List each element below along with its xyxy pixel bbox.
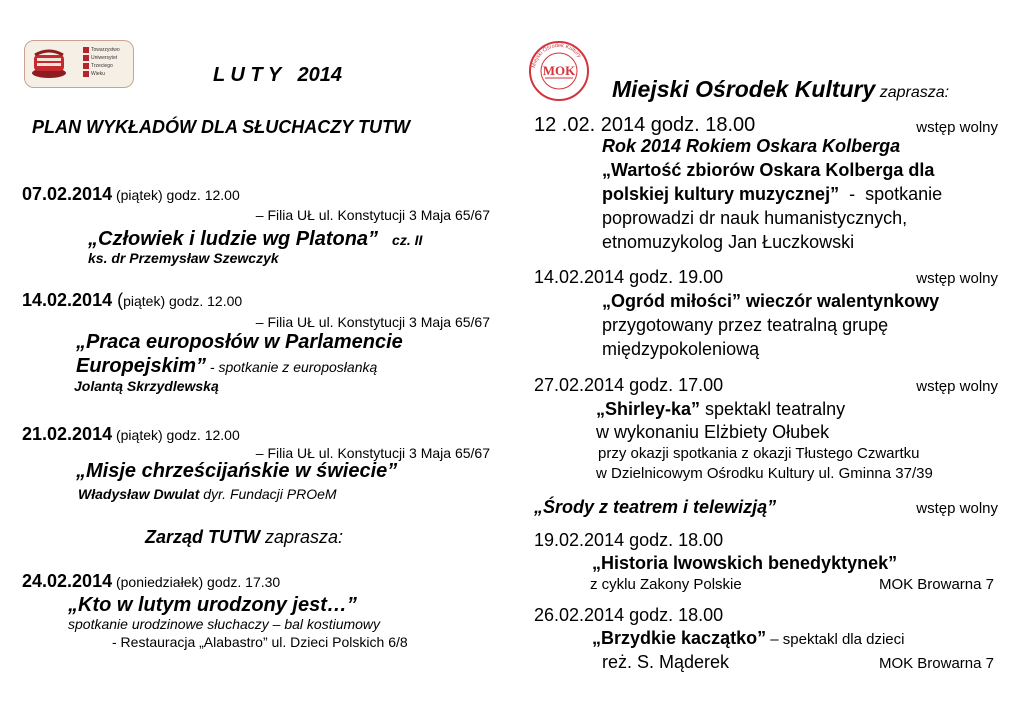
event-4-place: MOK Browarna 7 bbox=[878, 576, 994, 593]
event-2-datetime: 14.02.2014 godz. 19.00 bbox=[534, 267, 724, 287]
lecture-3-speaker: Władysław Dwulat dyr. Fundacji PROeM bbox=[78, 486, 337, 502]
event-3-entry: wstęp wolny bbox=[916, 378, 998, 395]
logo-line: Uniwersytet bbox=[91, 55, 118, 61]
logo-line: Trzeciego bbox=[91, 63, 113, 69]
event-1-desc3: etnomuzykolog Jan Łuczkowski bbox=[602, 232, 855, 252]
lecture-2-topic-line1: „Praca europosłów w Parlamencie bbox=[76, 331, 403, 353]
series-entry: wstęp wolny bbox=[916, 500, 998, 517]
logo-line: Towarzystwo bbox=[91, 47, 120, 53]
lecture-2-topic-line2: Europejskim” - spotkanie z europosłanką bbox=[76, 355, 378, 377]
event-2-title: „Ogród miłości” wieczór walentynkowy bbox=[602, 291, 940, 311]
event-2-desc2: międzypokoleniową bbox=[602, 339, 760, 359]
event-5-datetime: 26.02.2014 godz. 18.00 bbox=[534, 605, 724, 625]
event-3-desc2: przy okazji spotkania z okazji Tłustego Czwartku bbox=[598, 445, 920, 462]
event-4-desc: z cyklu Zakony Polskie bbox=[590, 576, 742, 593]
lecture-1-speaker: ks. dr Przemysław Szewczyk bbox=[88, 250, 279, 266]
plan-subtitle: PLAN WYKŁADÓW DLA SŁUCHACZY TUTW bbox=[32, 117, 410, 137]
lecture-2-speaker: Jolantą Skrzydlewską bbox=[74, 378, 219, 394]
series-title: „Środy z teatrem i telewizją” bbox=[534, 497, 777, 517]
lecture-3-topic: „Misje chrześcijańskie w świecie” bbox=[76, 460, 398, 482]
lecture-3-place: – Filia UŁ ul. Konstytucji 3 Maja 65/67 bbox=[255, 445, 490, 461]
lecture-1-place: – Filia UŁ ul. Konstytucji 3 Maja 65/67 bbox=[255, 207, 490, 223]
party-line1: spotkanie urodzinowe słuchaczy – bal kostiumowy bbox=[68, 616, 381, 632]
lecture-2-place: – Filia UŁ ul. Konstytucji 3 Maja 65/67 bbox=[255, 314, 490, 330]
event-5-title: „Brzydkie kaczątko” – spektakl dla dzieci bbox=[592, 628, 905, 648]
mok-logo-text: MOK bbox=[542, 63, 576, 78]
event-2-entry: wstęp wolny bbox=[916, 270, 998, 287]
mok-ring-text: Miejski Ośrodek Kultury bbox=[531, 42, 583, 69]
book-icon bbox=[31, 47, 67, 79]
event-1-entry: wstęp wolny bbox=[916, 119, 998, 136]
event-3-title: „Shirley-ka” spektakl teatralny bbox=[596, 399, 846, 419]
event-1-title3: polskiej kultury muzycznej” - spotkanie bbox=[602, 184, 943, 204]
lecture-3-date: 21.02.2014 (piątek) godz. 12.00 bbox=[22, 424, 240, 444]
lecture-1-date: 07.02.2014 (piątek) godz. 12.00 bbox=[22, 184, 240, 204]
event-1-title2: „Wartość zbiorów Oskara Kolberga dla bbox=[602, 160, 935, 180]
party-line2: - Restauracja „Alabastro” ul. Dzieci Polskich 6/8 bbox=[112, 634, 408, 650]
event-2-desc1: przygotowany przez teatralną grupę bbox=[602, 315, 889, 335]
event-3-desc1: w wykonaniu Elżbiety Ołubek bbox=[596, 422, 830, 442]
event-1-title1: Rok 2014 Rokiem Oskara Kolberga bbox=[602, 136, 901, 156]
month-title: L U T Y 2014 bbox=[213, 64, 342, 86]
event-4-datetime: 19.02.2014 godz. 18.00 bbox=[534, 530, 724, 550]
tutw-logo bbox=[24, 40, 134, 88]
lecture-2-date: 14.02.2014 (piątek) godz. 12.00 bbox=[22, 290, 243, 310]
mok-logo bbox=[528, 40, 590, 102]
event-1-desc2: poprowadzi dr nauk humanistycznych, bbox=[602, 208, 908, 228]
party-date: 24.02.2014 (poniedziałek) godz. 17.30 bbox=[22, 571, 281, 591]
mok-header: Miejski Ośrodek Kultury zaprasza: bbox=[612, 76, 950, 102]
lecture-1-topic: „Człowiek i ludzie wg Platona” cz. II bbox=[88, 228, 423, 250]
event-3-datetime: 27.02.2014 godz. 17.00 bbox=[534, 375, 724, 395]
event-3-desc3: w Dzielnicowym Ośrodku Kultury ul. Gminna 37/39 bbox=[596, 465, 933, 482]
logo-line: Wieku bbox=[91, 71, 105, 77]
board-invite: Zarząd TUTW zaprasza: bbox=[145, 527, 344, 547]
party-topic: „Kto w lutym urodzony jest…” bbox=[68, 594, 357, 616]
event-4-title: „Historia lwowskich benedyktynek” bbox=[592, 553, 898, 573]
event-1-datetime: 12 .02. 2014 godz. 18.00 bbox=[534, 114, 756, 136]
event-5-place: MOK Browarna 7 bbox=[878, 655, 994, 672]
event-5-director: reż. S. Mąderek bbox=[602, 652, 730, 672]
